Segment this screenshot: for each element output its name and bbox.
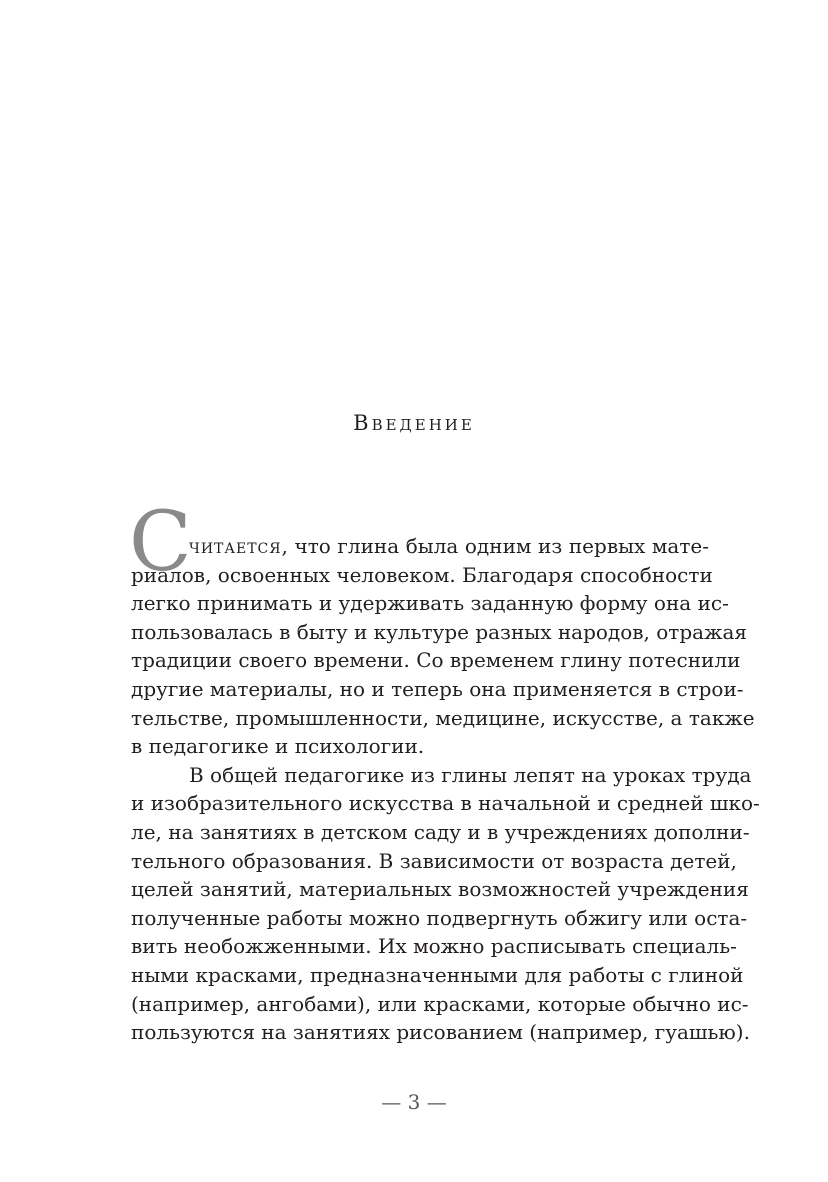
text-line: традиции своего времени. Со временем глину потеснили [131, 648, 741, 673]
text-line: ными красками, предназначенными для работы с глиной [131, 962, 744, 987]
page-number: — 3 — [381, 1090, 447, 1114]
text-line: легко принимать и удерживать заданную форму она ис- [131, 591, 729, 616]
text-line: вить необожженными. Их можно расписывать специаль- [131, 934, 737, 959]
drop-cap: С [129, 495, 192, 590]
text-line: тельного образования. В зависимости от возраста детей, [131, 848, 737, 873]
paragraph-2 [131, 761, 760, 1047]
text-line: тельстве, промышленности, медицине, искусстве, а также [131, 705, 755, 730]
lead-word: читается [189, 534, 282, 558]
paragraph-1 [129, 495, 755, 761]
text-line: ле, на занятиях в детском саду и в учреждениях дополни- [131, 819, 750, 844]
text-line: целей занятий, материальных возможностей учреждения [131, 877, 749, 902]
text-line: другие материалы, но и теперь она применяется в строи- [131, 676, 744, 701]
text-line: и изобразительного искусства в начальной и средней шко- [131, 791, 760, 816]
line-text: , что глина была одним из первых мате- [281, 534, 709, 558]
text-line: в педагогике и психологии. [131, 734, 425, 759]
chapter-title: Введение [353, 411, 475, 435]
text-line: (например, ангобами), или красками, которые обычно ис- [131, 991, 749, 1016]
body-text [129, 495, 760, 1047]
text-line: пользовалась в быту и культуре разных народов, отражая [131, 619, 748, 644]
text-line: риалов, освоенных человеком. Благодаря способности [131, 562, 713, 587]
text-line: пользуются на занятиях рисованием (например, гуашью). [131, 1020, 750, 1045]
text-line: полученные работы можно подвергнуть обжигу или оста- [131, 905, 748, 930]
text-line: В общей педагогике из глины лепят на уроках труда [189, 762, 752, 787]
